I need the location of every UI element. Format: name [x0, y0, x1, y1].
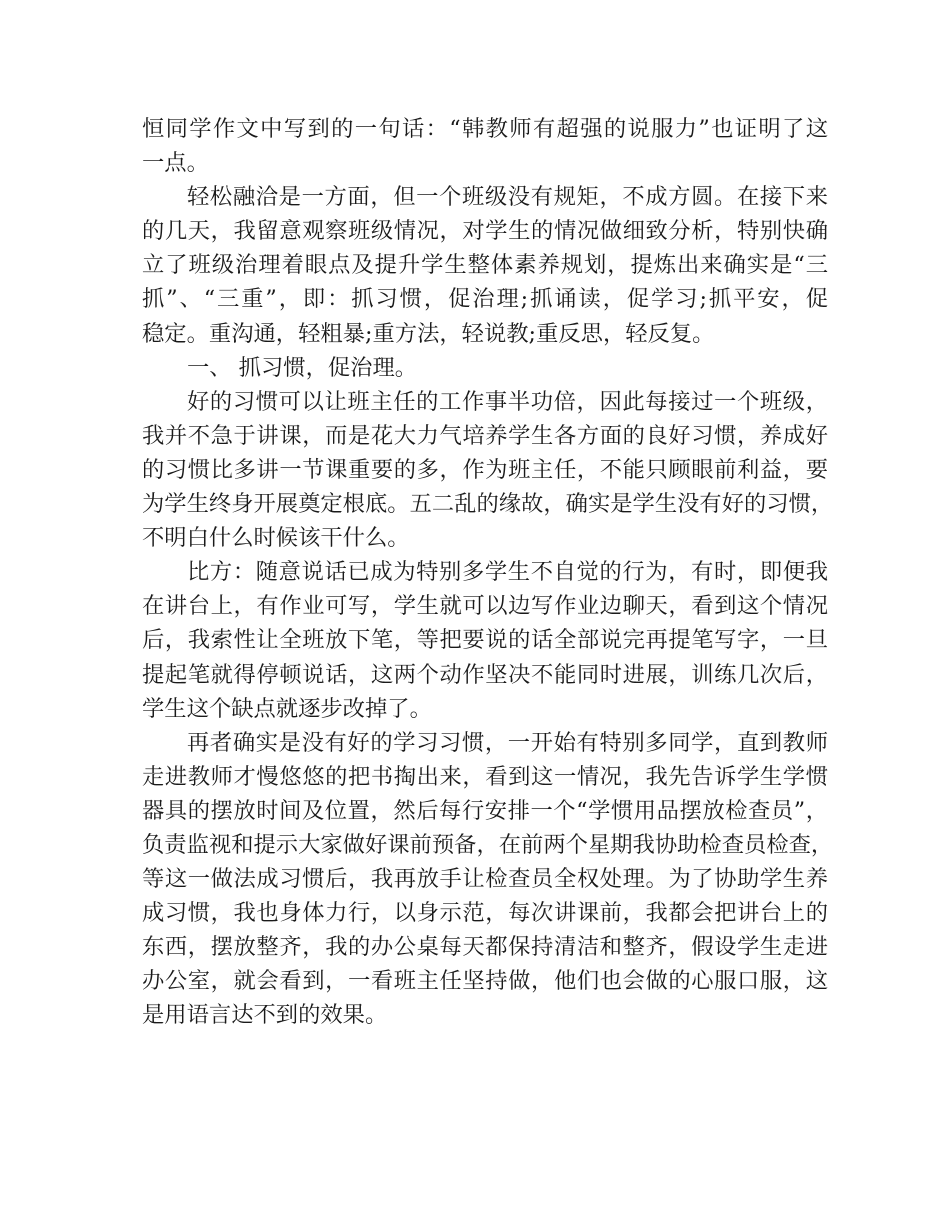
- text-line: 不明白什么时候该干什么。: [142, 525, 410, 552]
- text-line: 的习惯比多讲一节课重要的多，作为班主任，不能只顾眼前利益，要: [142, 456, 828, 483]
- paragraph-first-line: 再者确实是没有好的学习习惯，一开始有特别多同学，直到教师: [187, 729, 828, 756]
- text-line: 是用语言达不到的效果。: [142, 1002, 388, 1029]
- text-line: 负责监视和提示大家做好课前预备，在前两个星期我协助检查员检查，: [142, 831, 834, 858]
- text-line: 器具的摆放时间及位置，然后每行安排一个“学惯用品摆放检查员”，: [142, 797, 828, 824]
- text-line: 的几天，我留意观察班级情况，对学生的情况做细致分析，特别快确: [142, 218, 828, 245]
- text-line: 恒同学作文中写到的一句话：“韩教师有超强的说服力”也证明了这: [142, 116, 828, 142]
- text-line: 稳定。重沟通，轻粗暴;重方法，轻说教;重反思，轻反复。: [142, 320, 715, 347]
- text-line: 办公室，就会看到，一看班主任坚持做，他们也会做的心服口服，这: [142, 968, 828, 995]
- text-line: 抓”、“三重”，即：抓习惯，促治理;抓诵读，促学习;抓平安，促: [142, 286, 828, 313]
- text-line: 为学生终身开展奠定根底。五二乱的缘故，确实是学生没有好的习惯，: [142, 491, 834, 518]
- section-heading: 一、 抓习惯，促治理。: [187, 354, 418, 381]
- paragraph-first-line: 轻松融洽是一方面，但一个班级没有规矩，不成方圆。在接下来: [187, 184, 828, 211]
- text-line: 在讲台上，有作业可写，学生就可以边写作业边聊天，看到这个情况: [142, 593, 828, 620]
- text-line: 提起笔就得停顿说话，这两个动作坚决不能同时进展，训练几次后，: [142, 661, 828, 688]
- text-line: 一点。: [142, 150, 209, 177]
- text-line: 我并不急于讲课，而是花大力气培养学生各方面的良好习惯，养成好: [142, 422, 828, 449]
- paragraph-first-line: 比方：随意说话已成为特别多学生不自觉的行为，有时，即便我: [187, 559, 828, 586]
- text-line: 成习惯，我也身体力行，以身示范，每次讲课前，我都会把讲台上的: [142, 900, 828, 927]
- text-line: 立了班级治理着眼点及提升学生整体素养规划，提炼出来确实是“三: [142, 252, 828, 279]
- text-line: 后，我索性让全班放下笔，等把要说的话全部说完再提笔写字，一旦: [142, 627, 828, 654]
- text-line: 走进教师才慢悠悠的把书掏出来，看到这一情况，我先告诉学生学惯: [142, 763, 828, 790]
- document-body: [142, 112, 834, 1033]
- text-line: 东西，摆放整齐，我的办公桌每天都保持清洁和整齐，假设学生走进: [142, 934, 828, 961]
- text-line: 等这一做法成习惯后，我再放手让检查员全权处理。为了协助学生养: [142, 866, 828, 893]
- text-line: 学生这个缺点就逐步改掉了。: [142, 695, 432, 722]
- paragraph-first-line: 好的习惯可以让班主任的工作事半功倍，因此每接过一个班级，: [187, 388, 828, 415]
